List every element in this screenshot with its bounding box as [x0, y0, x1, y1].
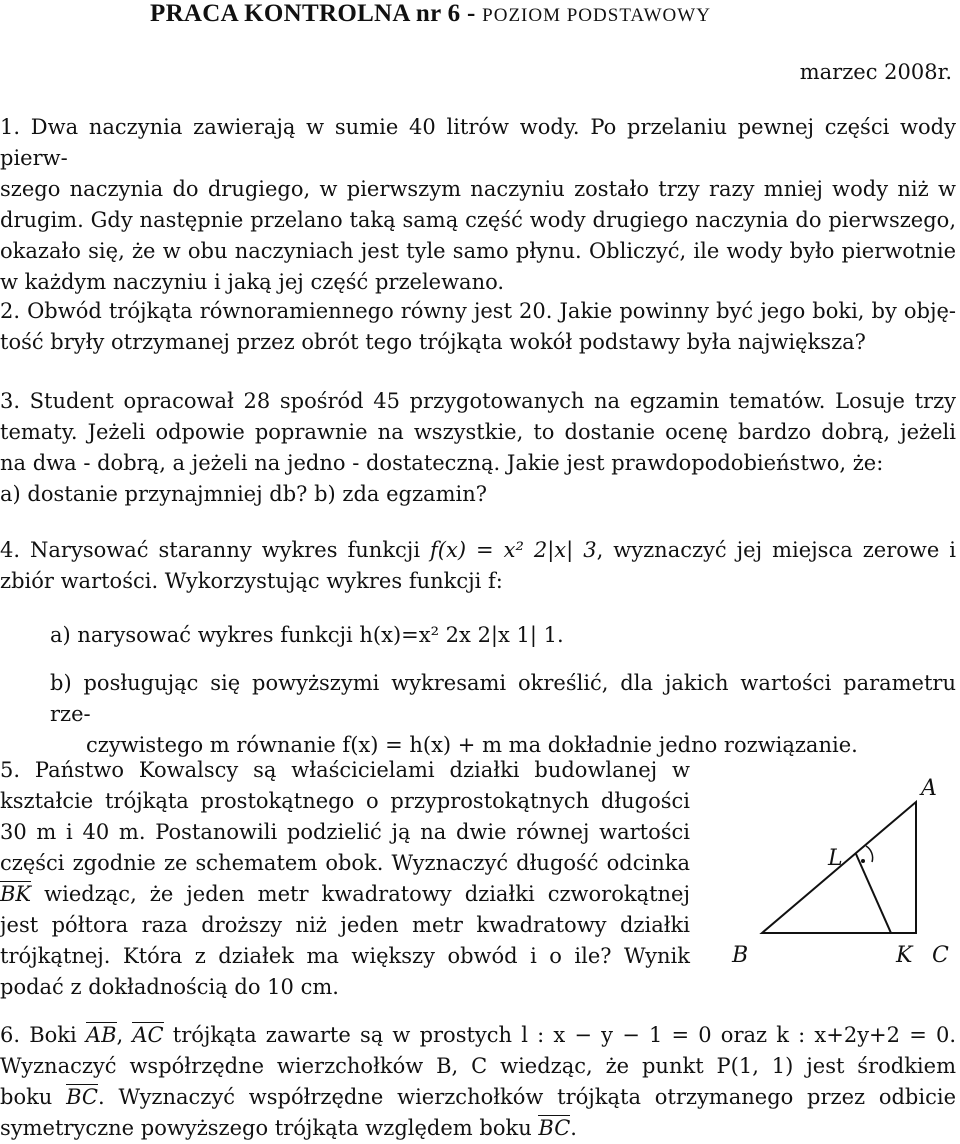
problem-4: [0, 535, 956, 597]
problem-4b: [50, 668, 956, 761]
page-title: [150, 0, 711, 28]
problem-5-line: trójkątnej. Która z działek ma większy obwód i o ile? Wynik: [0, 944, 690, 968]
problem-5-line: 30 m i 40 m. Postanowili podzielić ją na dwie równej wartości: [0, 820, 690, 844]
subpoint-label: a): [50, 623, 71, 647]
problem-5-text: wiedząc, że jeden metr kwadratowy działki czworokątnej: [31, 882, 690, 906]
segment-bc: BC: [66, 1085, 98, 1109]
subpoint-text: posługując się powyższymi wykresami określić, dla jakich wartości parametru rze-: [50, 671, 956, 726]
problem-5-line: [0, 879, 690, 910]
triangle-diagram: [720, 770, 960, 980]
vertex-a-label: A: [921, 776, 937, 801]
segment-kl: [856, 854, 891, 933]
problem-4a: [50, 620, 956, 651]
problem-6-line: [0, 1082, 956, 1113]
problem-6-text: symetryczne powyższego trójkąta względem boku: [0, 1116, 539, 1140]
problem-6-text: trójkąta zawarte są w prostych l : x − y − 1 = 0 oraz k : x+2y+2 = 0.: [163, 1023, 956, 1047]
problem-1-line: okazało się, że w obu naczyniach jest tyle samo płynu. Obliczyć, ile wody było pierwotnie: [0, 239, 956, 263]
vertex-b-label: B: [732, 943, 749, 968]
title-main: PRACA KONTROLNA nr 6 -: [150, 0, 483, 27]
problem-4a-line: [50, 620, 956, 651]
subpoint-text: narysować wykres funkcji h(x)=x² 2x 2|x 1| 1.: [77, 623, 564, 647]
segment-ac: AC: [132, 1023, 164, 1047]
problem-4-line: zbiór wartości. Wykorzystując wykres funkcji f:: [0, 569, 503, 593]
subpoint-label: b): [50, 671, 72, 695]
title-level: POZIOM PODSTAWOWY: [482, 5, 711, 26]
segment-ab: AB: [85, 1023, 117, 1047]
problem-5-line: jest półtora raza droższy niż jeden metr kwadratowy działki: [0, 913, 690, 937]
problem-6-line: [0, 1020, 956, 1051]
problem-4-line: [0, 535, 956, 566]
problem-6-text: .: [570, 1116, 577, 1140]
problem-3-line: a) dostanie przynajmniej db? b) zda egzamin?: [0, 482, 487, 506]
problem-5-line: części zgodnie ze schematem obok. Wyznaczyć długość odcinka: [0, 851, 690, 875]
problem-4-text: , wyznaczyć jej miejsca zerowe i: [596, 538, 957, 562]
problem-1-line: w każdym naczyniu i jaką jej część przelewano.: [0, 270, 505, 294]
date: marzec 2008r.: [799, 60, 952, 84]
problem-6-text: . Wyznaczyć współrzędne wierzchołków trójkąta otrzymanego przez odbicie: [98, 1085, 956, 1109]
vertex-k-label: K: [896, 943, 913, 968]
problem-3-line: na dwa - dobrą, a jeżeli na jedno - dostateczną. Jakie jest prawdopodobieństwo, że:: [0, 451, 884, 475]
problem-3: [0, 386, 956, 510]
problem-2-line: tość bryły otrzymanej przez obrót tego trójkąta wokół podstawy była największa?: [0, 330, 866, 354]
problem-3-line: 3. Student opracował 28 spośród 45 przygotowanych na egzamin tematów. Losuje trzy: [0, 389, 956, 413]
problem-2-line: 2. Obwód trójkąta równoramiennego równy jest 20. Jakie powinny być jego boki, by obję-: [0, 299, 956, 323]
problem-6-text: 6. Boki: [0, 1023, 86, 1047]
problem-1-line: drugim. Gdy następnie przelano taką samą część wody drugiego naczynia do pierwszego,: [0, 208, 956, 232]
problem-6: [0, 1020, 956, 1144]
problem-6-line: [0, 1113, 956, 1144]
problem-4-text: 4. Narysować staranny wykres funkcji: [0, 538, 431, 562]
problem-6-text: boku: [0, 1085, 67, 1109]
problem-1: [0, 112, 956, 298]
problem-6-line: Wyznaczyć współrzędne wierzchołków B, C wiedząc, że punkt P(1, 1) jest środkiem: [0, 1054, 956, 1078]
problem-3-line: tematy. Jeżeli odpowie poprawnie na wszystkie, to dostanie ocenę bardzo dobrą, jeżeli: [0, 420, 956, 444]
vertex-l-label: L: [828, 846, 843, 871]
problem-5: [0, 755, 690, 1003]
problem-1-line: 1. Dwa naczynia zawierają w sumie 40 litrów wody. Po przelaniu pewnej części wody pierw-: [0, 115, 956, 170]
segment-bk: BK: [0, 882, 32, 906]
problem-5-line: podać z dokładnością do 10 cm.: [0, 975, 339, 999]
problem-5-line: 5. Państwo Kowalscy są właścicielami działki budowlanej w: [0, 758, 690, 782]
problem-5-line: kształcie trójkąta prostokątnego o przyprostokątnych długości: [0, 789, 690, 813]
problem-6-text: ,: [116, 1023, 133, 1047]
problem-2: [0, 296, 956, 358]
problem-4b-line: czywistego m równanie f(x) = h(x) + m ma dokładnie jedno rozwiązanie.: [86, 733, 858, 757]
right-angle-dot: [861, 859, 865, 863]
vertex-c-label: C: [932, 943, 949, 968]
problem-4b-line: [50, 668, 956, 730]
right-angle-mark: [866, 846, 873, 862]
formula-f: f(x) = x² 2|x| 3: [430, 538, 597, 562]
problem-1-line: szego naczynia do drugiego, w pierwszym naczyniu zostało trzy razy mniej wody niż w: [0, 177, 956, 201]
segment-bc: BC: [538, 1116, 571, 1140]
